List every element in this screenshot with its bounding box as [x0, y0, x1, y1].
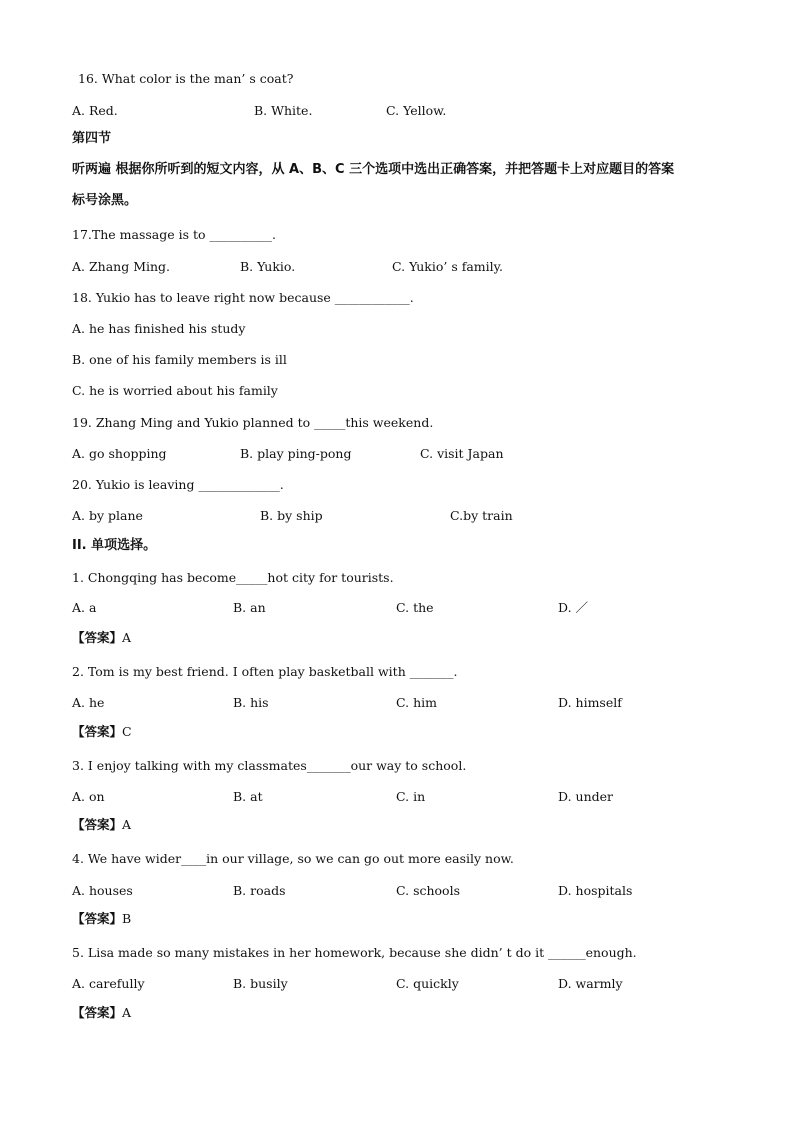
mc2-option-b: B. his — [233, 695, 269, 710]
answer-label: 【答案】 — [72, 630, 123, 645]
mc4-option-a: A. houses — [72, 883, 133, 898]
mc5-option-d: D. warmly — [558, 976, 623, 991]
q18-option-a: A. he has finished his study — [72, 321, 246, 336]
answer-label: 【答案】 — [72, 911, 123, 926]
q16-option-a: A. Red. — [72, 103, 118, 118]
mc1-option-b: B. an — [233, 600, 266, 615]
mc3-answer — [72, 817, 131, 833]
mc3-stem: 3. I enjoy talking with my classmates_______our way to school. — [72, 758, 467, 773]
q20-option-b: B. by ship — [260, 508, 323, 523]
question-19-stem: 19. Zhang Ming and Yukio planned to _____this weekend. — [72, 415, 434, 430]
q16-option-b: B. White. — [254, 103, 313, 118]
q17-option-c: C. Yukio’ s family. — [392, 259, 504, 274]
mc2-option-a: A. he — [72, 695, 105, 710]
mc3-option-a: A. on — [72, 789, 105, 804]
mc3-answer-value: A — [122, 817, 132, 832]
section4-instruction-line2: 标号涂黑。 — [72, 193, 138, 208]
q17-option-a: A. Zhang Ming. — [72, 259, 171, 274]
q18-option-c: C. he is worried about his family — [72, 383, 278, 398]
answer-label: 【答案】 — [72, 1005, 123, 1020]
mc1-answer — [72, 630, 131, 646]
answer-label: 【答案】 — [72, 817, 123, 832]
mc4-answer-value: B — [122, 911, 132, 926]
question-16-stem: 16. What color is the man’ s coat? — [78, 71, 294, 86]
q19-option-b: B. play ping-pong — [240, 446, 352, 461]
question-18-stem: 18. Yukio has to leave right now because ____________. — [72, 290, 414, 305]
mc1-option-a: A. a — [72, 600, 97, 615]
q16-option-c: C. Yellow. — [386, 103, 447, 118]
section4-instruction-line1: 听两遍 根据你所听到的短文内容，从 A、B、C 三个选项中选出正确答案，并把答题卡上对应题目的答案 — [72, 162, 675, 177]
section2-title: II. 单项选择。 — [72, 538, 157, 553]
q20-option-c: C.by train — [450, 508, 513, 523]
mc5-option-a: A. carefully — [72, 976, 145, 991]
q18-option-b: B. one of his family members is ill — [72, 352, 287, 367]
mc2-answer-value: C — [122, 724, 132, 739]
mc4-option-b: B. roads — [233, 883, 286, 898]
mc5-answer — [72, 1005, 131, 1021]
mc4-stem: 4. We have wider____in our village, so we can go out more easily now. — [72, 851, 514, 866]
mc5-option-c: C. quickly — [396, 976, 459, 991]
mc1-answer-value: A — [122, 630, 132, 645]
mc4-answer — [72, 911, 131, 927]
question-17-stem: 17.The massage is to __________. — [72, 227, 276, 242]
mc2-stem: 2. Tom is my best friend. I often play basketball with _______. — [72, 664, 458, 679]
answer-label: 【答案】 — [72, 724, 123, 739]
mc5-option-b: B. busily — [233, 976, 288, 991]
mc5-stem: 5. Lisa made so many mistakes in her homework, because she didn’ t do it ______enough. — [72, 945, 637, 960]
mc3-option-d: D. under — [558, 789, 613, 804]
mc1-option-d: D. ／ — [558, 600, 589, 615]
q20-option-a: A. by plane — [72, 508, 143, 523]
mc4-option-d: D. hospitals — [558, 883, 633, 898]
mc3-option-c: C. in — [396, 789, 426, 804]
mc3-option-b: B. at — [233, 789, 263, 804]
q19-option-c: C. visit Japan — [420, 446, 504, 461]
mc1-stem: 1. Chongqing has become_____hot city for tourists. — [72, 570, 394, 585]
mc2-option-d: D. himself — [558, 695, 622, 710]
q19-option-a: A. go shopping — [72, 446, 167, 461]
mc4-option-c: C. schools — [396, 883, 460, 898]
question-20-stem: 20. Yukio is leaving _____________. — [72, 477, 284, 492]
q17-option-b: B. Yukio. — [240, 259, 296, 274]
section4-title: 第四节 — [72, 131, 112, 146]
mc2-answer — [72, 724, 132, 740]
mc1-option-c: C. the — [396, 600, 434, 615]
mc5-answer-value: A — [122, 1005, 132, 1020]
mc2-option-c: C. him — [396, 695, 437, 710]
